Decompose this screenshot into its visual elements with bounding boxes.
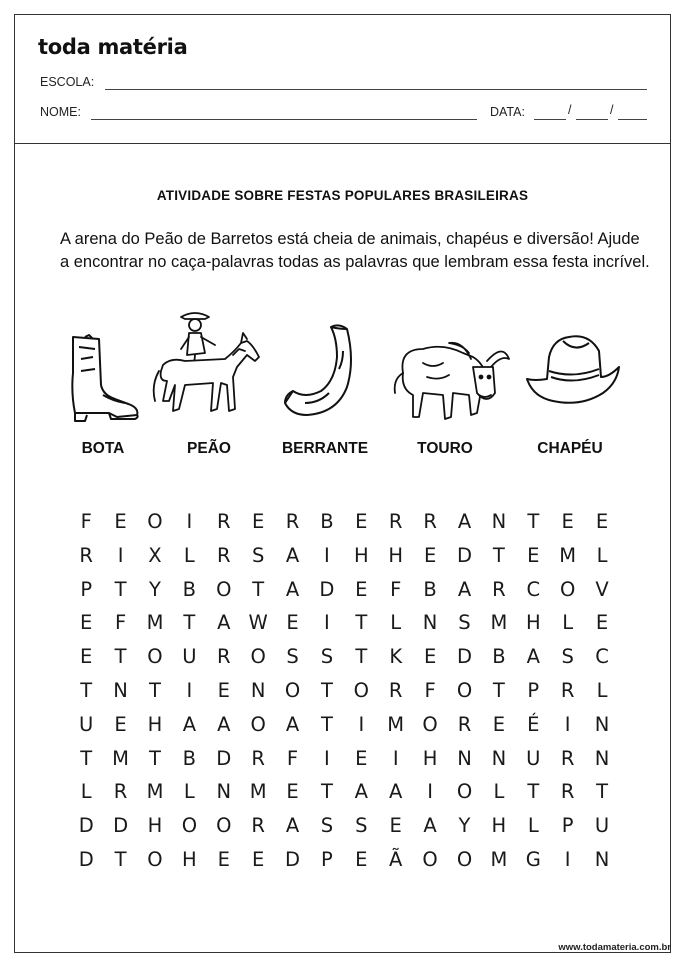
grid-cell[interactable]: T [355,645,368,669]
grid-cell[interactable]: T [252,577,265,601]
grid-cell[interactable]: U [594,814,610,838]
picture-label-bota: BOTA [81,440,125,457]
grid-cell[interactable]: N [594,712,610,736]
grid-cell[interactable]: T [114,577,127,601]
grid-cell[interactable]: A [457,510,472,533]
grid-cell[interactable]: X [148,543,162,567]
grid-cell[interactable]: D [319,577,335,601]
grid-cell[interactable]: E [527,543,540,567]
hat-icon [523,331,623,413]
grid-cell[interactable]: T [80,678,93,702]
date-year-line[interactable] [618,119,647,120]
grid-cell[interactable]: O [284,678,301,702]
grid-cell[interactable]: A [182,712,197,736]
picture-label-touro: TOURO [417,440,473,457]
grid-cell[interactable]: E [423,645,437,669]
grid-cell[interactable]: I [324,611,330,635]
brand-logo: toda matéria [38,35,188,59]
grid-cell[interactable]: S [286,645,299,669]
grid-cell[interactable]: I [564,712,571,736]
grid-cell[interactable]: M [490,847,508,871]
grid-cell[interactable]: O [250,645,266,669]
date-month-line[interactable] [576,119,608,120]
grid-cell[interactable]: E [355,746,368,770]
grid-cell[interactable]: A [285,577,300,601]
grid-cell[interactable]: G [525,847,541,871]
grid-cell[interactable]: O [250,712,266,736]
grid-cell[interactable]: T [114,645,127,669]
grid-cell[interactable]: M [490,611,508,635]
grid-cell[interactable]: H [353,543,369,567]
grid-cell[interactable]: I [186,678,193,702]
grid-cell[interactable]: P [321,847,333,871]
grid-cell[interactable]: A [526,645,540,669]
date-day-line[interactable] [534,119,566,120]
grid-cell[interactable]: T [527,780,540,804]
grid-cell[interactable]: R [285,510,300,533]
grid-cell[interactable]: O [216,814,232,838]
grid-cell[interactable]: D [113,814,129,838]
date-separator: / [568,103,572,117]
grid-cell[interactable]: H [422,746,438,770]
grid-cell[interactable]: L [596,543,608,567]
activity-title: ATIVIDADE SOBRE FESTAS POPULARES BRASILEIRAS [156,188,529,203]
grid-cell[interactable]: E [80,645,93,669]
grid-cell[interactable]: I [324,543,330,567]
grid-cell[interactable]: Y [149,577,161,601]
grid-cell[interactable]: M [559,543,577,567]
grid-cell[interactable]: E [355,577,368,601]
bull-icon [383,333,513,427]
grid-cell[interactable]: D [216,746,232,770]
grid-cell[interactable]: H [147,814,163,838]
grid-cell[interactable]: E [355,847,368,871]
grid-cell[interactable]: C [526,577,541,601]
grid-cell[interactable]: A [217,712,231,736]
grid-cell[interactable]: D [78,847,94,871]
grid-cell[interactable]: H [491,814,507,838]
date-separator: / [610,103,614,117]
grid-cell[interactable]: T [114,847,127,871]
grid-cell[interactable]: T [149,678,161,702]
worksheet-header [15,15,670,144]
grid-cell[interactable]: R [216,645,231,669]
grid-cell[interactable]: L [183,780,195,804]
grid-cell[interactable]: T [320,712,333,736]
grid-cell[interactable]: S [355,814,368,838]
grid-cell[interactable]: A [423,814,437,838]
grid-cell[interactable]: T [183,611,196,635]
activity-intro: A arena do Peão de Barretos está cheia de animais, chapéus e diversão! Ajude a encontrar no caça-palavras todas as palavras que lembram essa festa incrível. [60,230,650,271]
grid-cell[interactable]: I [392,746,399,770]
worksheet [14,14,671,953]
grid-cell[interactable]: S [320,814,334,838]
grid-cell[interactable]: M [146,780,164,804]
grid-cell[interactable]: R [113,780,128,804]
grid-cell[interactable]: O [147,847,163,871]
grid-cell[interactable]: I [117,543,124,567]
boot-icon [65,333,145,425]
grid-cell[interactable]: R [251,814,265,838]
grid-cell[interactable]: A [457,577,472,601]
grid-cell[interactable]: E [251,510,265,533]
grid-cell[interactable]: R [216,543,231,567]
grid-cell[interactable]: A [354,780,368,804]
grid-cell[interactable]: B [182,577,197,601]
grid-cell[interactable]: Y [458,814,471,838]
grid-cell[interactable]: T [596,780,609,804]
grid-cell[interactable]: E [114,510,127,533]
grid-cell[interactable]: T [320,780,333,804]
grid-cell[interactable]: E [389,814,402,838]
grid-cell[interactable]: O [422,847,438,871]
grid-cell[interactable]: D [285,847,301,871]
school-line[interactable] [105,89,647,90]
grid-cell[interactable]: T [149,746,161,770]
grid-cell[interactable]: E [492,712,506,736]
footer-site: www.todamateria.com.br [558,942,671,953]
grid-cell[interactable]: R [560,746,575,770]
school-label: ESCOLA: [40,75,95,89]
grid-cell[interactable]: E [114,712,127,736]
grid-cell[interactable]: N [491,510,507,533]
grid-cell[interactable]: E [286,611,299,635]
grid-cell[interactable]: D [456,543,472,567]
grid-cell[interactable]: S [320,645,334,669]
grid-cell[interactable]: F [114,611,127,635]
grid-cell[interactable]: F [286,746,299,770]
grid-cell[interactable]: T [355,611,368,635]
grid-cell[interactable]: H [388,543,404,567]
grid-cell[interactable]: O [559,577,576,601]
grid-cell[interactable]: N [594,847,610,871]
grid-cell[interactable]: N [250,678,266,702]
grid-cell[interactable]: R [216,510,231,533]
grid-cell[interactable]: N [422,611,438,635]
grid-cell[interactable]: O [353,678,369,702]
grid-cell[interactable]: R [560,678,575,702]
grid-cell[interactable]: O [147,645,163,669]
grid-cell[interactable]: A [217,611,231,635]
grid-cell[interactable]: D [456,645,472,669]
grid-cell[interactable]: R [423,510,437,533]
picture-label-peao: PEÃO [187,440,231,457]
grid-cell[interactable]: O [216,577,232,601]
grid-cell[interactable]: U [182,645,197,669]
grid-cell[interactable]: R [251,746,265,770]
grid-cell[interactable]: I [324,746,330,770]
grid-cell[interactable]: F [390,577,402,601]
date-label: DATA: [490,105,525,119]
grid-cell[interactable]: Ã [389,847,403,871]
grid-cell[interactable]: S [561,645,574,669]
grid-cell[interactable]: T [320,678,333,702]
grid-cell[interactable]: E [561,510,574,533]
grid-cell[interactable]: R [560,780,575,804]
grid-cell[interactable]: U [79,712,94,736]
grid-cell[interactable]: A [285,712,300,736]
grid-cell[interactable]: S [251,543,265,567]
grid-cell[interactable]: B [182,746,197,770]
picture-label-berrante: BERRANTE [281,440,369,457]
grid-cell[interactable]: N [216,780,232,804]
grid-cell[interactable]: M [112,746,129,770]
grid-cell[interactable]: S [458,611,471,635]
grid-cell[interactable]: B [320,510,334,533]
grid-cell[interactable]: R [492,577,506,601]
grid-cell[interactable]: L [390,611,402,635]
grid-cell[interactable]: R [457,712,472,736]
grid-cell[interactable]: I [186,510,193,533]
grid-cell[interactable]: B [423,577,437,601]
word-search-grid [69,505,619,877]
grid-cell[interactable]: L [527,814,539,838]
grid-cell[interactable]: E [355,510,368,533]
grid-cell[interactable]: H [525,611,541,635]
grid-cell[interactable]: O [147,510,163,533]
grid-cell[interactable]: I [427,780,433,804]
name-label: NOME: [40,105,81,119]
grid-cell[interactable]: D [78,814,94,838]
grid-cell[interactable]: E [595,611,609,635]
grid-cell[interactable]: L [596,678,608,702]
grid-cell[interactable]: A [389,780,403,804]
grid-cell[interactable]: W [248,611,268,635]
grid-cell[interactable]: P [561,814,574,838]
grid-cell[interactable]: L [80,780,92,804]
grid-cell[interactable]: I [564,847,571,871]
grid-cell[interactable]: É [527,712,540,736]
grid-cell[interactable]: F [424,678,436,702]
grid-cell[interactable]: T [527,510,540,533]
grid-cell[interactable]: H [147,712,163,736]
grid-cell[interactable]: E [80,611,93,635]
grid-cell[interactable]: N [491,746,507,770]
grid-cell[interactable]: O [422,712,438,736]
grid-cell[interactable]: O [456,780,473,804]
grid-cell[interactable]: E [286,780,299,804]
grid-cell[interactable]: P [527,678,540,702]
grid-cell[interactable]: M [249,780,267,804]
name-line[interactable] [91,119,477,120]
grid-cell[interactable]: O [456,678,473,702]
grid-cell[interactable]: T [80,746,93,770]
grid-cell[interactable]: N [594,746,610,770]
horse-rider-icon [151,305,269,425]
grid-cell[interactable]: F [80,510,92,533]
grid-cell[interactable]: M [146,611,164,635]
grid-cell[interactable]: E [595,510,609,533]
grid-cell[interactable]: L [183,543,195,567]
grid-cell[interactable]: H [182,847,197,871]
grid-cell[interactable]: C [595,645,609,669]
grid-cell[interactable]: E [217,847,230,871]
horn-icon [281,321,367,421]
grid-cell[interactable]: A [285,543,300,567]
grid-cell[interactable]: L [562,611,574,635]
grid-cell[interactable]: T [492,678,505,702]
grid-cell[interactable]: E [217,678,230,702]
grid-cell[interactable]: U [526,746,541,770]
grid-cell[interactable]: B [492,645,506,669]
grid-cell[interactable]: O [456,847,473,871]
grid-cell[interactable]: R [388,678,403,702]
grid-cell[interactable]: E [423,543,437,567]
picture-label-chapeu: CHAPÉU [537,440,603,457]
grid-cell[interactable]: O [181,814,198,838]
grid-cell[interactable]: N [113,678,128,702]
grid-cell[interactable]: T [492,543,505,567]
grid-cell[interactable]: M [387,712,405,736]
grid-cell[interactable]: K [389,645,403,669]
grid-cell[interactable]: V [595,577,609,601]
grid-cell[interactable]: L [493,780,505,804]
grid-cell[interactable]: R [388,510,403,533]
grid-cell[interactable]: I [358,712,365,736]
grid-cell[interactable]: A [285,814,300,838]
grid-cell[interactable]: N [457,746,472,770]
grid-cell[interactable]: E [251,847,265,871]
grid-cell[interactable]: R [79,543,93,567]
grid-cell[interactable]: P [80,577,93,601]
